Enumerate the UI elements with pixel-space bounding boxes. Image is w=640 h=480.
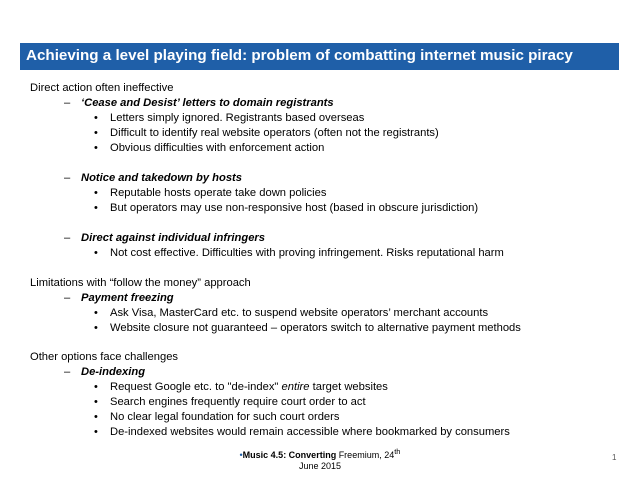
bullet-marker: • [94,411,98,423]
slide-title: Achieving a level playing field: problem of combatting internet music piracy [26,47,573,64]
bullet-marker: • [94,112,98,124]
bullet-marker: • [94,307,98,319]
sub-heading: Notice and takedown by hosts [81,172,243,184]
sub-heading: De-indexing [81,366,146,378]
item-emphasis: entire [281,381,310,393]
section-heading: Limitations with “follow the money” approach [30,277,251,289]
list-item: Obvious difficulties with enforcement action [110,142,325,154]
list-item: De-indexed websites would remain accessible where bookmarked by consumers [110,426,510,438]
dash-marker: – [64,172,71,184]
sub-heading: Direct against individual infringers [81,232,266,244]
list-item [110,380,388,394]
list-item: Letters simply ignored. Registrants based overseas [110,112,365,124]
dash-marker: – [64,97,71,109]
section-heading: Direct action often ineffective [30,82,174,94]
bullet-marker: • [94,187,98,199]
section-heading: Other options face challenges [30,351,179,363]
list-item: Ask Visa, MasterCard etc. to suspend website operators’ merchant accounts [110,307,489,319]
sub-heading: Payment freezing [81,292,174,304]
list-item: Website closure not guaranteed – operators switch to alternative payment methods [110,322,521,334]
footer-line-1 [0,447,640,460]
list-item: Reputable hosts operate take down policies [110,187,327,199]
list-item: Not cost effective. Difficulties with proving infringement. Risks reputational harm [110,247,504,259]
bullet-marker: • [94,142,98,154]
bullet-marker: • [94,127,98,139]
page-number: 1 [612,453,617,462]
sub-heading: ‘Cease and Desist’ letters to domain registrants [81,97,334,109]
dash-marker: – [64,366,71,378]
item-text: target websites [309,381,388,393]
bullet-marker: • [94,247,98,259]
list-item: No clear legal foundation for such court orders [110,411,340,423]
dash-marker: – [64,292,71,304]
footer-bullet: • [239,450,243,460]
bullet-marker: • [94,381,98,393]
item-text: Request Google etc. to "de-index" [110,381,282,393]
list-item: Search engines frequently require court order to act [110,396,366,408]
list-item: But operators may use non-responsive host (based in obscure jurisdiction) [110,202,479,214]
footer-text: Freemium, 24 [336,450,395,460]
footer-bold: Music 4.5: Converting [242,450,337,460]
dash-marker: – [64,232,71,244]
bullet-marker: • [94,202,98,214]
bullet-marker: • [94,322,98,334]
footer-sup: th [394,447,401,456]
list-item: Difficult to identify real website operators (often not the registrants) [110,127,439,139]
bullet-marker: • [94,426,98,438]
footer-line-2: June 2015 [298,461,342,471]
bullet-marker: • [94,396,98,408]
